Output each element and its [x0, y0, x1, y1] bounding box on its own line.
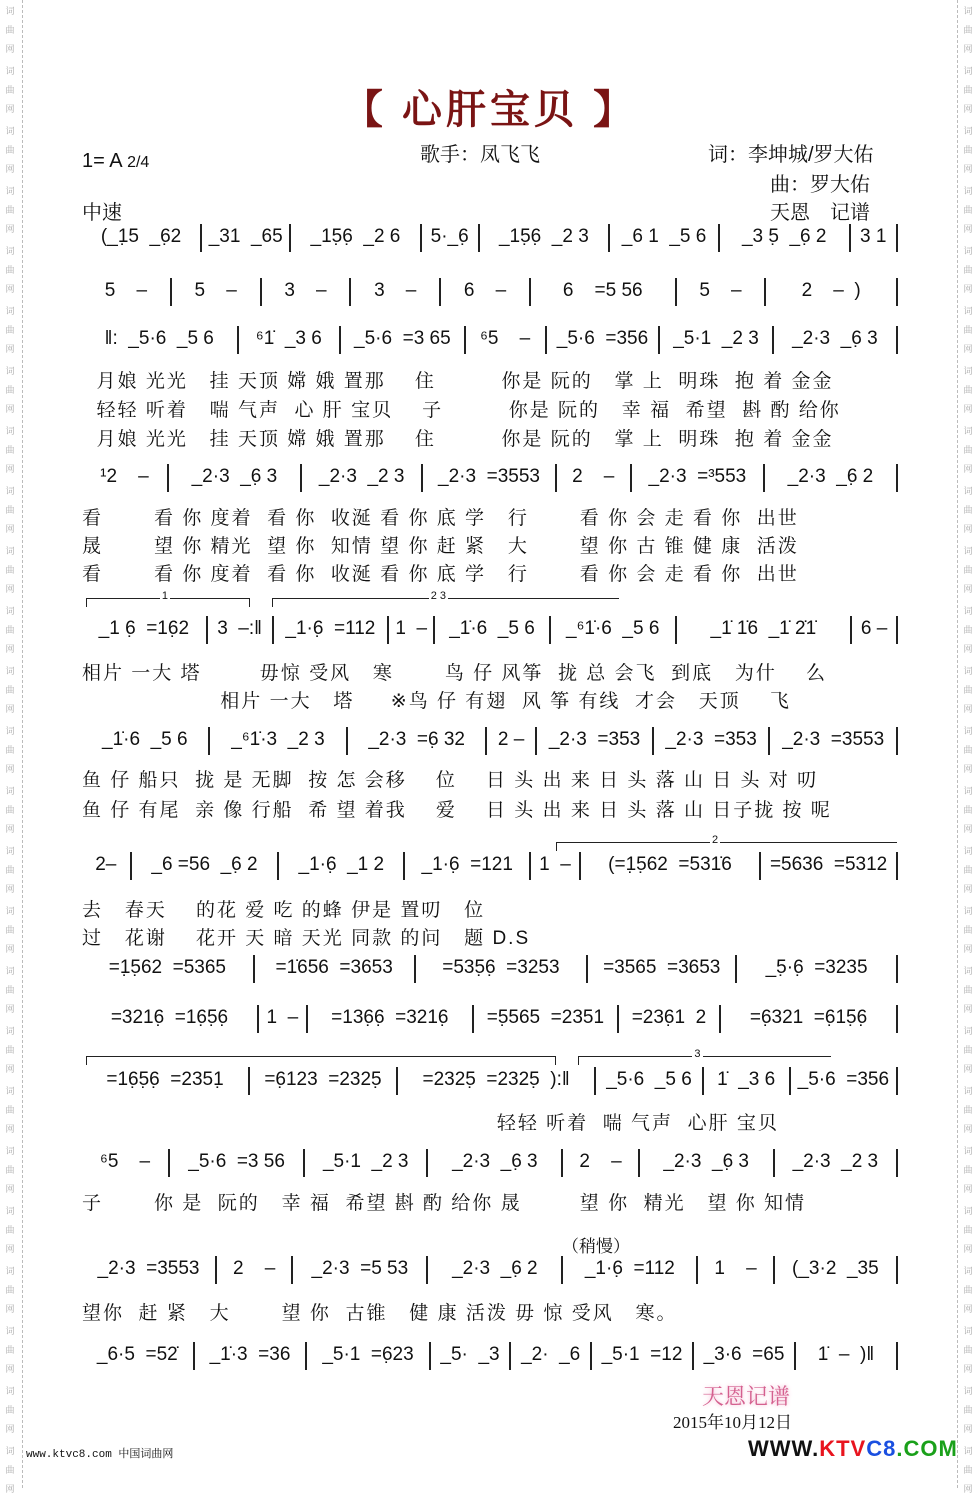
watermark-text: 词曲网 [963, 666, 973, 714]
measure: _2·3 =3553 [438, 466, 540, 487]
watermark-text: 词曲网 [5, 726, 15, 774]
measure: 6 – [463, 280, 507, 301]
measure: =16̣5̣6̣ =2351̣ [106, 1069, 224, 1090]
measure: _2·3 =³553 [648, 466, 747, 487]
bar-line [896, 326, 898, 354]
site-logo[interactable] [748, 1436, 958, 1462]
measure: _1·6̣ _1 2 [298, 854, 385, 875]
measure: _5̣·6̣ =3235 [765, 957, 868, 978]
measure: 1̇ _3 6 [717, 1069, 776, 1090]
logo-ktv: KTV [819, 1436, 867, 1461]
watermark-text: 词曲网 [963, 246, 973, 294]
measure: _5·1 =12 [601, 1344, 683, 1365]
measure: (_1̣5 _6̣2 [100, 226, 182, 247]
measure: =6̣123 =2325̣ [264, 1069, 382, 1090]
logo-c8: C8 [866, 1436, 897, 1461]
volta-bracket [86, 1056, 556, 1065]
transcriber: 天恩 记谱 [770, 202, 870, 224]
watermark-text: 词曲网 [963, 426, 973, 474]
watermark-text: 词曲网 [5, 426, 15, 474]
volta-label: 2 3 [430, 590, 446, 602]
watermark-text: 词曲网 [963, 126, 973, 174]
lyric-line: 晟 望 你 精光 望 你 知情 望 你 赶 紧 大 望 你 古 锥 健 康 活泼 [82, 536, 799, 557]
lyric-line: 相片 一大 塔 毋惊 受风 寒 鸟 仔 风筝 拢 总 会飞 到底 为什 么 [82, 663, 828, 684]
volta-1 [86, 590, 250, 607]
volta-label: 1 [161, 590, 169, 602]
measure: 3 1 [860, 226, 887, 247]
watermark-text: 词曲网 [5, 126, 15, 174]
measure: _2·3 _6̣ 2 [787, 466, 874, 487]
measure: _2·3 _6̣ 2 [452, 1258, 538, 1279]
measure: 2 – [572, 466, 615, 487]
measure: _31 _65 [208, 226, 283, 247]
lyric-line: 鱼 仔 有尾 亲 像 行船 希 望 着我 爱 日 头 出 来 日 头 落 山 日子拢 按 呢 [82, 800, 832, 821]
watermark-text: 词曲网 [5, 1446, 15, 1494]
notation-row [82, 725, 898, 755]
measure: 2– [95, 854, 117, 875]
watermark-text: 词曲网 [5, 606, 15, 654]
measure: _1·6̣ =121 [421, 854, 513, 875]
measure: 5 – [699, 280, 742, 301]
notation-row [82, 324, 898, 354]
watermark-text: 词曲网 [963, 486, 973, 534]
logo-www: WWW. [748, 1436, 820, 1461]
lyric-line: 月娘 光光 挂 天顶 嫦 娥 置那 住 你是 阮的 掌 上 明珠 抱 着 金金 [82, 371, 834, 392]
bar-line [896, 1342, 898, 1370]
lyric-line: 去 春天 的花 爱 吃 的蜂 伊是 置叨 位 [82, 900, 486, 921]
notation-row [82, 276, 898, 306]
notation-row [82, 1254, 898, 1284]
measure: =6̣321 =6̣15̣6̣ [749, 1007, 868, 1028]
measure: 1 – [714, 1258, 757, 1279]
measure: _⁶1̇·6 _5 6 [566, 618, 660, 639]
bar-line [896, 727, 898, 755]
measure: =1̣5̣62 =5365 [108, 957, 227, 978]
measure: _3 5̣ _6̣ 2 [741, 226, 827, 247]
notation-row [82, 1003, 898, 1033]
watermark-text: 词曲网 [963, 366, 973, 414]
measure: =3565 =3653 [603, 957, 721, 978]
watermark-text: 词曲网 [963, 1026, 973, 1074]
notation-row [82, 1340, 898, 1370]
site-text: www.ktvc8.com 中国词曲网 [26, 1449, 174, 1461]
lyric-line: 子 你 是 阮的 幸 福 希望 斟 酌 给你 晟 望 你 精光 望 你 知情 [82, 1193, 807, 1214]
measure: _15̣6̣ _2 6 [310, 226, 401, 247]
bar-line [896, 616, 898, 644]
watermark-text: 词曲网 [963, 1146, 973, 1194]
composer: 曲：罗大佑 [770, 174, 870, 196]
transcriber-logo: 天恩记谱 [702, 1385, 791, 1410]
measure: =3216̣ =16̣5̣6̣ [110, 1007, 229, 1028]
watermark-text: 词曲网 [5, 906, 15, 954]
measure: 1 – [266, 1007, 299, 1028]
watermark-text: 词曲网 [5, 1326, 15, 1374]
measure: _5·6 _5 6 [606, 1069, 692, 1090]
measure: _1̇·6 _5 6 [102, 729, 188, 750]
notation-row [82, 953, 898, 983]
measure: _2·3 _6̣ 3 [452, 1151, 538, 1172]
key-text: 1= A [82, 150, 122, 172]
measure: _5·1 =6̣23 [322, 1344, 414, 1365]
measure: ¹2 – [100, 466, 149, 487]
watermark-text: 词曲网 [5, 846, 15, 894]
volta-3 [578, 1048, 831, 1065]
watermark-text: 词曲网 [963, 846, 973, 894]
measure: 1 – [395, 618, 428, 639]
watermark-text: 词曲网 [963, 906, 973, 954]
measure: (_3·2 _35 [792, 1258, 879, 1279]
watermark-text: 词曲网 [5, 1086, 15, 1134]
measure: 3 –:‖ [217, 618, 263, 639]
watermark-text: 词曲网 [963, 1446, 973, 1494]
lyric-line: 过 花谢 花开 天 暗 天光 同款 的问 题 D.S [82, 928, 531, 949]
measure: 6 =5 56 [562, 280, 643, 301]
watermark-text: 词曲网 [5, 486, 15, 534]
watermark-text: 词曲网 [5, 1266, 15, 1314]
bar-line [896, 955, 898, 983]
lyric-line: 鱼 仔 船只 拢 是 无脚 按 怎 会移 位 日 头 出 来 日 头 落 山 日 头 对 叨 [82, 770, 819, 791]
notation-row [82, 850, 898, 880]
lyric-line: 月娘 光光 挂 天顶 嫦 娥 置那 住 你是 阮的 掌 上 明珠 抱 着 金金 [82, 429, 834, 450]
measure: ⁶5 – [480, 328, 531, 349]
watermark-text: 词曲网 [963, 306, 973, 354]
measure: 5 – [104, 280, 148, 301]
measure: =236̣1 2 [631, 1007, 707, 1028]
lyric-line: 看 看 你 度着 看 你 收涎 看 你 底 学 行 看 你 会 走 看 你 出世 [82, 564, 799, 585]
watermark-text: 词曲网 [963, 186, 973, 234]
watermark-text: 词曲网 [963, 726, 973, 774]
bar-line [896, 278, 898, 306]
measure: _5·1 _2 3 [673, 328, 759, 349]
bar-line [896, 224, 898, 252]
volta-2-3 [272, 590, 619, 607]
watermark-text: 词曲网 [5, 306, 15, 354]
measure: _2·3 _6̣ 3 [663, 1151, 749, 1172]
watermark-text: 词曲网 [5, 1146, 15, 1194]
watermark-text: 词曲网 [963, 1206, 973, 1254]
watermark-text: 词曲网 [5, 186, 15, 234]
watermark-text: 词曲网 [963, 966, 973, 1014]
measure: =535̣6̣ =3253 [442, 957, 560, 978]
measure: =136̣6̣ =3216̣ [331, 1007, 449, 1028]
measure: 3 – [284, 280, 327, 301]
watermark-text: 词曲网 [5, 546, 15, 594]
lyric-line: 看 看 你 度着 看 你 收涎 看 你 底 学 行 看 你 会 走 看 你 出世 [82, 508, 799, 529]
measure: _2·3 _6̣ 3 [792, 328, 878, 349]
measure: _6 1 _5 6 [621, 226, 707, 247]
measure: _2·3 _2 3 [792, 1151, 879, 1172]
watermark-text: 词曲网 [5, 786, 15, 834]
measure: _5· _3 [440, 1344, 500, 1365]
watermark-text: 词曲网 [5, 1206, 15, 1254]
measure: _1·6̣ =112 [285, 618, 376, 639]
measure: 5·_6̣ [430, 226, 469, 247]
lyric-line: 轻轻 听着 喘 气声 心肝 宝贝 [82, 1113, 779, 1134]
bar-line [896, 1149, 898, 1177]
watermark-text: 词曲网 [5, 1026, 15, 1074]
measure: _5·1 _2 3 [322, 1151, 409, 1172]
measure: _2·3 =6̣ 32 [368, 729, 465, 750]
measure: _2·3 =3553 [782, 729, 885, 750]
notation-row [82, 1065, 898, 1095]
watermark-text: 词曲网 [963, 546, 973, 594]
lyric-line: 望你 赶 紧 大 望 你 古锥 健 康 活泼 毋 惊 受风 寒。 [82, 1303, 678, 1324]
watermark-text: 词曲网 [963, 66, 973, 114]
volta-label: 2 [712, 834, 719, 846]
measure: _6·5 =52̇ [96, 1344, 178, 1365]
measure: _2·3 =3553 [97, 1258, 200, 1279]
watermark-text: 词曲网 [5, 966, 15, 1014]
watermark-text: 词曲网 [963, 786, 973, 834]
time-signature: 2/4 [127, 154, 150, 171]
measure: _1·6̣ =112 [584, 1258, 675, 1279]
measure: 5 – [194, 280, 237, 301]
measure: _5·6 =3 65 [354, 328, 451, 349]
measure: _15̣6̣ _2 3 [498, 226, 589, 247]
bar-line [896, 1067, 898, 1095]
measure: _5·6 =3 56 [188, 1151, 285, 1172]
tempo: 中速 [82, 202, 122, 224]
lyric-line: 相片 一大 塔 ※鸟 仔 有翅 风 筝 有线 才会 天顶 飞 [82, 691, 791, 712]
measure: _2·3 =353 [665, 729, 757, 750]
measure: _1̇·6 _5 6 [449, 618, 535, 639]
measure: _1 6̣ =16̣2 [98, 618, 190, 639]
logo-com: .COM [896, 1436, 958, 1461]
slow-marking: （稍慢） [562, 1237, 630, 1256]
measure: _1̇·3 =36 [209, 1344, 291, 1365]
date: 2015年10月12日 [673, 1413, 792, 1432]
measure: _⁶1̇·3 _2 3 [231, 729, 325, 750]
watermark-text: 词曲网 [5, 6, 15, 54]
measure: _2·3 _6̣ 3 [191, 466, 278, 487]
song-title: 【 心肝宝贝 】 [342, 88, 638, 132]
singer: 歌手：凤飞飞 [420, 144, 540, 166]
margin-line [22, 0, 23, 1488]
measure: 2 – [497, 729, 525, 750]
watermark-text: 词曲网 [963, 1326, 973, 1374]
key-signature [82, 150, 149, 173]
lyricist: 词：李坤城/罗大佑 [708, 144, 874, 166]
measure: 6 – [860, 618, 888, 639]
measure: _1̇ 1̇6 _1̇ 2̇1̇ [710, 618, 817, 639]
watermark-text: 词曲网 [963, 1386, 973, 1434]
notation-row [82, 1147, 898, 1177]
measure: _6 =56 _6̣ 2 [151, 854, 258, 875]
volta-2 [556, 834, 897, 851]
watermark-text: 词曲网 [5, 1386, 15, 1434]
measure: _2·3 _2 3 [318, 466, 405, 487]
notation-row [82, 222, 898, 252]
watermark-text: 词曲网 [5, 246, 15, 294]
notation-row [82, 614, 898, 644]
measure: _2· _6 [521, 1344, 581, 1365]
watermark-text: 词曲网 [963, 6, 973, 54]
volta-label: 3 [694, 1048, 701, 1060]
measure: _2·3 =5 53 [311, 1258, 409, 1279]
measure: ⁶1̇ _3 6 [255, 328, 322, 349]
measure: =1̇656 =3653 [275, 957, 393, 978]
bar-line [896, 1256, 898, 1284]
measure: 2 – ) [801, 280, 861, 301]
watermark-text: 词曲网 [5, 366, 15, 414]
measure: _2·3 =353 [548, 729, 641, 750]
bar-line [896, 852, 898, 880]
measure: =2325̣ =2325̣ ):‖ [422, 1069, 570, 1090]
measure: _5·6 =356 [556, 328, 649, 349]
watermark-text: 词曲网 [5, 666, 15, 714]
measure: ‖: _5·6 _5 6 [104, 328, 214, 349]
measure: 2 – [233, 1258, 276, 1279]
measure: _3·6 =65 [703, 1344, 785, 1365]
lyric-line: 轻轻 听着 喘 气声 心 肝 宝贝 子 你是 阮的 幸 福 希望 斟 酌 给你 [82, 400, 841, 421]
measure: 1 – [539, 854, 571, 875]
measure: =5̣565 =2351 [486, 1007, 605, 1028]
measure: (=1̣5̣62 =531̇6 [608, 854, 732, 875]
watermark-text: 词曲网 [5, 66, 15, 114]
watermark-text: 词曲网 [963, 1266, 973, 1314]
measure: ⁶5 – [100, 1151, 151, 1172]
bar-line [896, 1005, 898, 1033]
watermark-text: 词曲网 [963, 606, 973, 654]
notation-row [82, 462, 898, 492]
measure: _5·6 =356 [797, 1069, 890, 1090]
bar-line [896, 464, 898, 492]
watermark-text: 词曲网 [963, 1086, 973, 1134]
margin-line [957, 0, 958, 1488]
measure: 2 – [579, 1151, 622, 1172]
measure: =5636 =5312 [769, 854, 888, 875]
measure: 3 – [374, 280, 417, 301]
measure: 1̇ – )‖ [817, 1344, 875, 1365]
